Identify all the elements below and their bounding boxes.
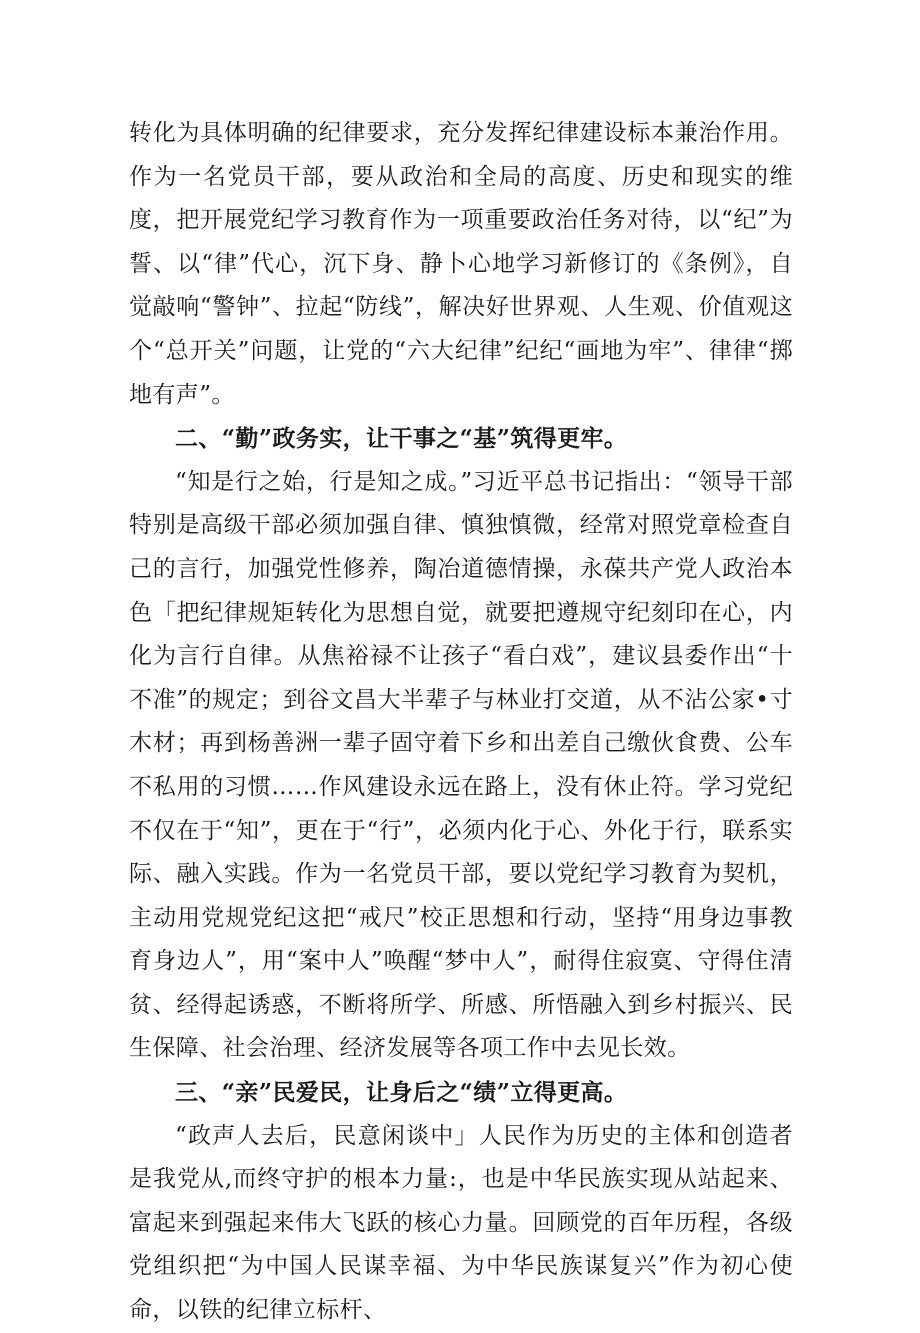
section-heading-3: 三、“亲”民爱民，让身后之“绩”立得更高。 [175,1079,628,1107]
section-heading-2: 二、“勤”政务实，让干事之“基”筑得更牢。 [175,425,628,453]
paragraph-continuation: 转化为具体明确的纪律要求，充分发挥纪律建设标本兼治作用。作为一名党员干部，要从政治和全局的高度、历史和现实的维度，把开展党纪学习教育作为一项重要政治任务对待，以“纪”为誓、以“律”代心，沉下身、静卜心地学习新修订的《条例》，自觉敲响“警钟”、拉起“防线”，解决好世界观、人生观、价值观这个“总开关”问题，让党的“六大纪律”纪纪“画地为牢”、律律“掷地有声”。 [129,120,793,408]
paragraph-section-2: “知是行之始，行是知之成。”习近平总书记指出：“领导干部特别是高级干部必须加强自律、慎独慎微，经常对照党章检查自己的言行，加强党性修养，陶冶道德情操，永葆共产党人政治本色「把纪律规矩转化为思想自觉，就要把遵规守纪刻印在心，内化为言行自律。从焦裕禄不让孩子“看白戏”，建议县委作出“十不准”的规定；到谷文昌大半辈子与林业打交道，从不沾公家•寸木材；再到杨善洲一辈子固守着下乡和出差自己缴伙食费、公车不私用的习惯……作风建设永远在路上，没有休止符。学习党纪不仅在于“知”，更在于“行”，必须内化于心、外化于行，联系实际、融入实践。作为一名党员干部，要以党纪学习教育为契机，主动用党规党纪这把“戒尺”校正思想和行动，坚持“用身边事教育身边人”，用“案中人”唤醒“梦中人”，耐得住寂寞、守得住清贫、经得起诱惑，不断将所学、所感、所悟融入到乡村振兴、民生保障、社会治理、经济发展等各项工作中去见长效。 [129,468,793,1062]
document-body [129,112,793,1333]
paragraph-section-3: “政声人去后，民意闲谈中」人民作为历史的主体和创造者是我党从,而终守护的根本力量:，也是中华民族实现从站起来、富起来到强起来伟大飞跃的核心力量。回顾党的百年历程，各级党组织把“为中国人民谋幸福、为中华民族谋复兴”作为初心使命，以铁的纪律立标杆、 [129,1122,793,1324]
